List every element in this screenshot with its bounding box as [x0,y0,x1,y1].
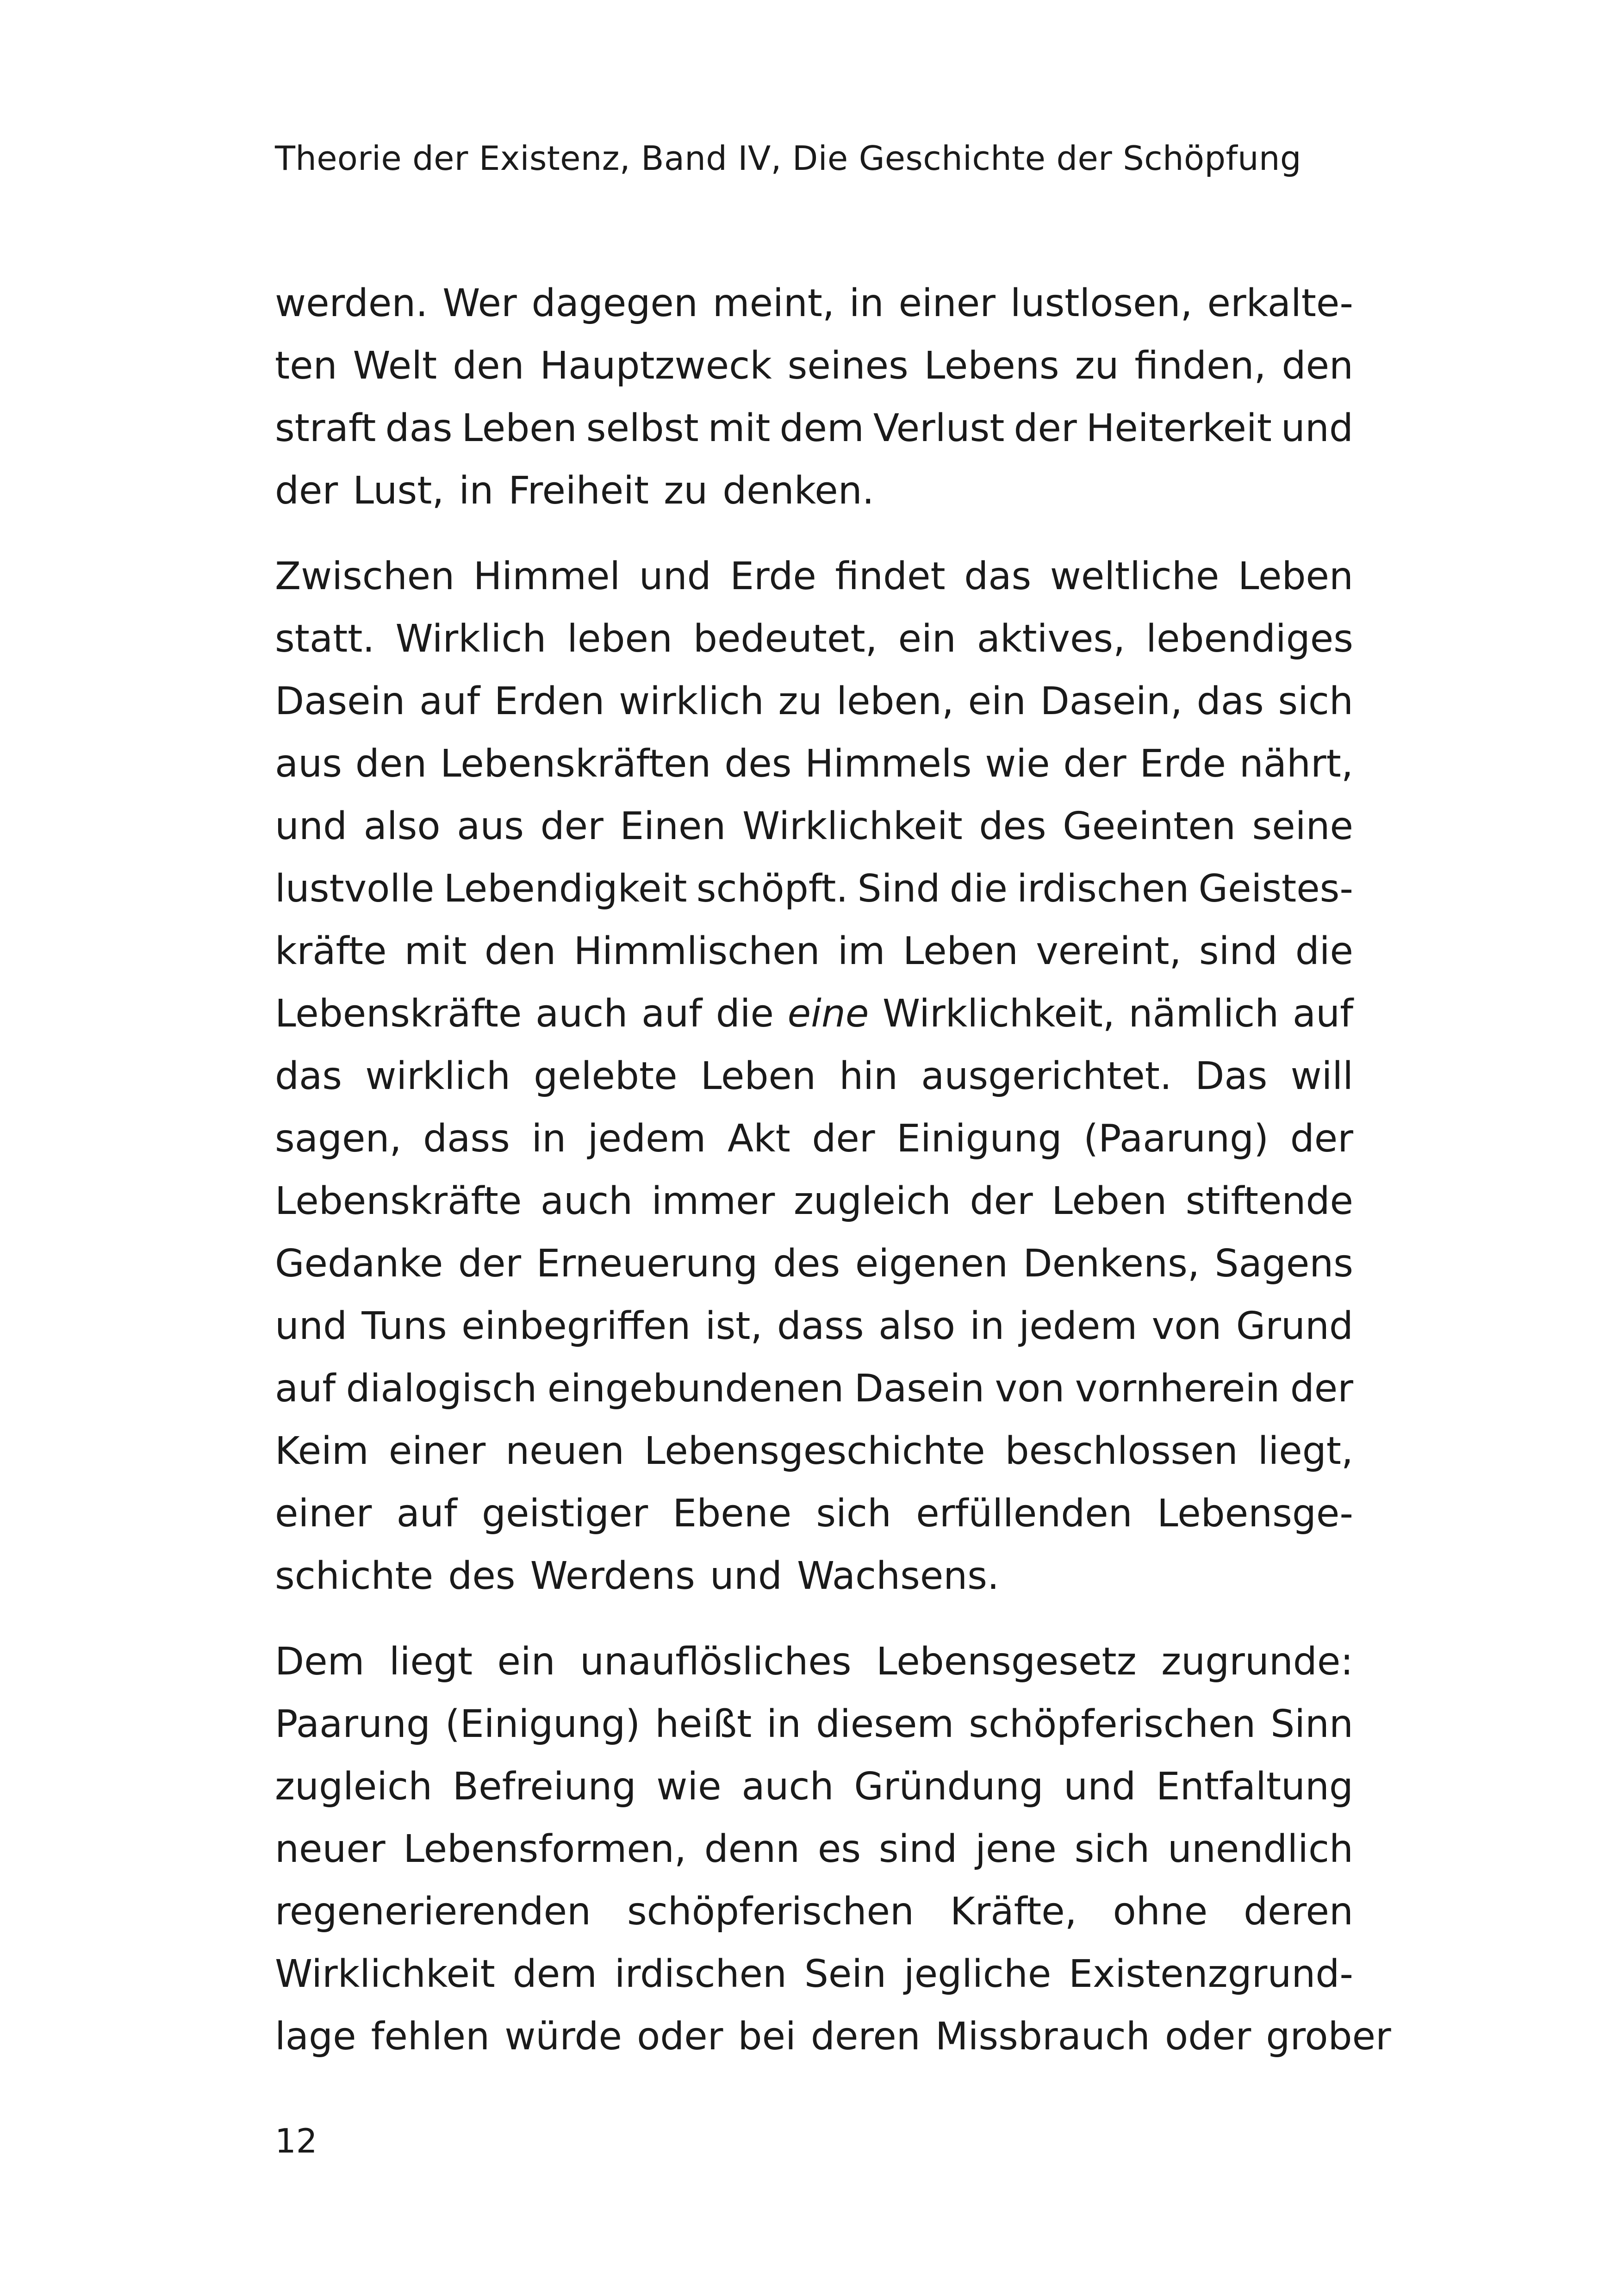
word: lustvolle [275,867,435,911]
word: werden. [275,281,428,325]
word: dass [777,1304,864,1348]
word: (Einigung) [445,1702,641,1746]
word: Lebendigkeit [443,867,687,911]
word: Erde [1139,742,1226,786]
word: Welt [353,344,437,388]
word: eingebundenen [547,1367,844,1411]
word: den [484,929,556,973]
word: irdischen [1017,867,1189,911]
word: schöpferischen [969,1702,1256,1746]
word: eine [787,992,869,1036]
word: selbst [586,406,699,450]
word: Lust, [353,469,444,513]
word: Lebensformen, [403,1827,686,1871]
word: Dasein, [1040,679,1182,723]
word: sind [1199,929,1278,973]
word: und [275,804,347,848]
text-line [275,545,1353,608]
word: sich [1278,679,1353,723]
word: in [459,469,494,513]
word: von [995,1367,1065,1411]
paragraph-gap [275,1607,1353,1630]
word: meint, [712,281,835,325]
word: Leben [461,406,577,450]
word: Tuns [361,1304,447,1348]
word: Lebenskräfte [275,1179,522,1223]
word: stiftende [1185,1179,1353,1223]
word: das [1196,679,1264,723]
text-line [275,335,1353,397]
word: Erneuerung [536,1242,758,1286]
word: zu [1075,344,1119,388]
word: jegliche [903,1952,1052,1996]
word: den [1282,344,1353,388]
word: der [1290,1117,1353,1161]
text-line [275,1232,1353,1295]
text-line [275,460,1353,522]
text-line [275,795,1353,858]
word: beschlossen [1005,1429,1238,1473]
word: Wirklichkeit [742,804,963,848]
word: Dasein [854,1367,985,1411]
word: Sind [857,867,940,911]
word: neuer [275,1827,386,1871]
word: (Paarung) [1083,1117,1269,1161]
text-line [275,1357,1353,1420]
text-line [275,670,1353,733]
word: des [448,1554,516,1598]
word: und [275,1304,347,1348]
word: mit [708,406,771,450]
word: lustlosen, [1010,281,1193,325]
word: Missbrauch [935,2015,1150,2059]
word: und [1281,406,1353,450]
word: regenerierenden [275,1890,591,1934]
word: also [363,804,441,848]
word: bei [738,2015,796,2059]
word: Geeinten [1063,804,1236,848]
word: sind [878,1827,958,1871]
word: Lebens [924,344,1059,388]
word: lebendiges [1146,617,1353,661]
word: schöpferischen [627,1890,914,1934]
word: finden, [1134,344,1266,388]
word: in [531,1117,566,1161]
word: Sagens [1214,1242,1353,1286]
word: auch [540,1179,633,1223]
word: mit [404,929,467,973]
word: dem [512,1952,597,1996]
word: zugrunde: [1161,1640,1353,1684]
word: Lebensge- [1157,1492,1353,1536]
word: dass [423,1117,510,1161]
word: einer [388,1429,486,1473]
word: auf [1292,992,1353,1036]
word: Erde [730,554,816,598]
word: schöpft. [696,867,848,911]
word: bedeutet, [693,617,877,661]
word: Einen [620,804,726,848]
text-line [275,983,1353,1045]
word: zugleich [793,1179,951,1223]
word: Leben [902,929,1018,973]
page-number: 12 [275,2122,317,2160]
word: Himmlischen [573,929,820,973]
text-line [275,272,1353,335]
word: dialogisch [346,1367,537,1411]
word: aktives, [977,617,1126,661]
word: Lebensgeschichte [644,1429,985,1473]
word: aus [275,742,342,786]
word: deren [810,2015,921,2059]
word: es [817,1827,861,1871]
text-line [275,1693,1353,1755]
text-line [275,1482,1353,1545]
word: Sein [804,1952,887,1996]
word: der [1063,742,1126,786]
word: würde [504,2015,622,2059]
word: der [458,1242,522,1286]
word: ein [898,617,956,661]
word: dem [779,406,864,450]
word: eigenen [855,1242,1008,1286]
text-line [275,2005,1391,2068]
text-line [275,1630,1353,1693]
word: zu [778,679,822,723]
word: Das [1195,1054,1268,1098]
word: nämlich [1128,992,1279,1036]
word: Akt [728,1117,790,1161]
word: Dasein [275,679,405,723]
word: der [275,469,338,513]
word: ten [275,344,337,388]
word: Sinn [1270,1702,1353,1746]
word: des [772,1242,840,1286]
word: der [1290,1367,1353,1411]
text-line [275,858,1353,920]
word: Werdens [530,1554,695,1598]
word: auf [419,679,480,723]
word: Wirklich [395,617,547,661]
word: Gedanke [275,1242,443,1286]
word: erkalte- [1207,281,1353,325]
word: fehlen [371,2015,490,2059]
word: Wirklichkeit, [882,992,1115,1036]
word: die [949,867,1008,911]
word: will [1290,1054,1353,1098]
word: also [878,1304,955,1348]
word: Zwischen [275,554,455,598]
word: der [540,804,604,848]
word: leben, [836,679,954,723]
word: Befreiung [452,1765,636,1809]
word: oder [1164,2015,1251,2059]
word: jedem [587,1117,706,1161]
word: und [1064,1765,1136,1809]
word: Leben [1238,554,1353,598]
word: Ebene [672,1492,792,1536]
word: auf [396,1492,457,1536]
word: liegt, [1257,1429,1353,1473]
word: Paarung [275,1702,430,1746]
word: des [979,804,1046,848]
word: Gründung [854,1765,1044,1809]
word: Verlust [873,406,1005,450]
word: auf [275,1367,336,1411]
word: das [275,1054,342,1098]
paragraph [275,1630,1391,2068]
word: das [964,554,1032,598]
word: in [970,1304,1005,1348]
word: denn [704,1827,800,1871]
word: Existenzgrund- [1069,1952,1353,1996]
word: einer [275,1492,372,1536]
word: sagen, [275,1117,402,1161]
word: neuen [505,1429,624,1473]
word: Kräfte, [950,1890,1077,1934]
word: deren [1244,1890,1353,1934]
text-line [275,1170,1353,1232]
word: Heiterkeit [1086,406,1272,450]
text-line [275,1295,1353,1357]
word: Leben [1052,1179,1167,1223]
word: Leben [700,1054,816,1098]
word: Einigung [896,1117,1062,1161]
text-line [275,1545,1353,1607]
word: die [1295,929,1353,973]
word: ist, [705,1304,763,1348]
word: weltliche [1050,554,1220,598]
word: jene [975,1827,1057,1871]
word: von [1151,1304,1222,1348]
word: dagegen [531,281,698,325]
word: leben [567,617,672,661]
word: die [716,992,774,1036]
word: zu [664,469,708,513]
word: kräfte [275,929,387,973]
word: findet [835,554,946,598]
word: Himmels [805,742,972,786]
paragraph-gap [275,522,1353,545]
word: ein [968,679,1026,723]
word: heißt [655,1702,752,1746]
word: straft [275,406,376,450]
text-line [275,1045,1353,1108]
word: der [970,1179,1033,1223]
word: liegt [389,1640,473,1684]
word: sich [1074,1827,1150,1871]
word: Wer [442,281,517,325]
word: schichte [275,1554,434,1598]
word: irdischen [614,1952,787,1996]
word: Wachsens. [797,1554,1000,1598]
text-line [275,1108,1353,1170]
word: vereint, [1036,929,1182,973]
word: Himmel [473,554,621,598]
word: wirklich [365,1054,510,1098]
word: Lebenskräften [440,742,711,786]
word: gelebte [534,1054,678,1098]
word: im [837,929,885,973]
word: lage [275,2015,356,2059]
text-line [275,1420,1353,1482]
word: grober [1266,2015,1391,2059]
body-text [275,272,1391,2068]
word: Denkens, [1023,1242,1200,1286]
text-line [275,733,1353,795]
word: ein [497,1640,555,1684]
word: Grund [1236,1304,1353,1348]
word: zugleich [275,1765,433,1809]
word: seine [1252,804,1353,848]
word: und [709,1554,782,1598]
word: Lebenskräfte [275,992,522,1036]
word: Freiheit [508,469,649,513]
word: nährt, [1239,742,1353,786]
word: auch [535,992,628,1036]
text-line [275,920,1353,983]
word: das [385,406,453,450]
word: denken. [722,469,874,513]
word: erfüllenden [916,1492,1133,1536]
word: Erden [494,679,605,723]
word: ausgerichtet. [921,1054,1172,1098]
word: in [849,281,884,325]
paragraph [275,272,1353,522]
word: Keim [275,1429,369,1473]
word: hin [839,1054,898,1098]
running-header: Theorie der Existenz, Band IV, Die Geschichte der Schöpfung [275,139,1301,178]
word: vornherein [1075,1367,1280,1411]
text-line [275,397,1353,460]
word: Lebensgesetz [876,1640,1137,1684]
word: unauflösliches [580,1640,852,1684]
text-line [275,1755,1353,1818]
word: statt. [275,617,375,661]
word: Hauptzweck [540,344,772,388]
text-line [275,1943,1353,2005]
word: wie [656,1765,722,1809]
word: sich [816,1492,891,1536]
word: jedem [1019,1304,1138,1348]
word: Entfaltung [1156,1765,1353,1809]
word: den [453,344,524,388]
word: in [766,1702,801,1746]
word: Geistes- [1198,867,1353,911]
word: seines [787,344,909,388]
word: der [1014,406,1077,450]
word: des [724,742,792,786]
word: aus [457,804,524,848]
word: immer [651,1179,775,1223]
text-line [275,1880,1353,1943]
word: und [639,554,711,598]
word: Wirklichkeit [275,1952,495,1996]
word: der [812,1117,875,1161]
word: geistiger [482,1492,648,1536]
paragraph [275,545,1353,1607]
word: oder [637,2015,723,2059]
word: Dem [275,1640,365,1684]
word: auf [641,992,703,1036]
word: unendlich [1167,1827,1353,1871]
word: ohne [1113,1890,1208,1934]
word: auch [741,1765,834,1809]
word: einbegriffen [461,1304,691,1348]
word: den [355,742,427,786]
word: wirklich [619,679,764,723]
word: diesem [815,1702,954,1746]
word: einer [898,281,996,325]
text-line [275,1818,1353,1880]
word: wie [985,742,1050,786]
text-line [275,608,1353,670]
